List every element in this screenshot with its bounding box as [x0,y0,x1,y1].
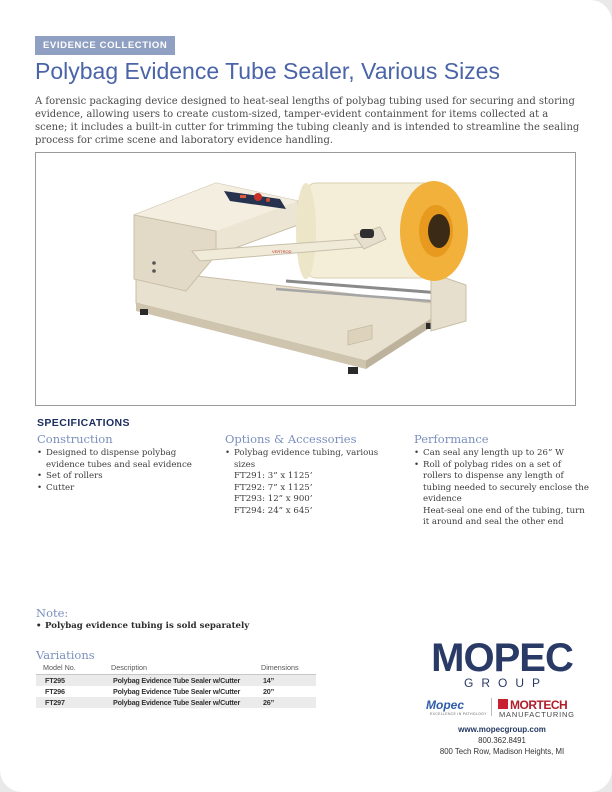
mortech-mark-icon [498,699,508,709]
brand-row [426,698,586,718]
description-cell: Polybag Evidence Tube Sealer w/Cutter [113,686,241,696]
foot-front [348,367,358,374]
performance-title: Performance [414,432,489,446]
foot-left [140,309,148,315]
dimension-cell: 20” [263,686,274,696]
arm-label: VERTROD [272,249,292,254]
product-photo [35,152,576,406]
arm-handle [360,229,374,238]
table-row [36,686,316,697]
specifications-heading: SPECIFICATIONS [37,417,130,429]
column-header: Model No. [36,662,104,675]
website-link[interactable]: www.mopecgroup.com [458,725,546,734]
variations-title: Variations [36,648,95,662]
list-item: • Designed to dispense polybag evidence tubes and seal evidence [37,448,212,471]
roll-core [428,214,450,248]
size-option: FT293: 12” x 900’ [234,494,313,504]
tube-sealer-illustration [36,153,575,405]
brand-divider [491,698,492,716]
model-cell: FT295 [36,675,104,686]
control-knob [254,193,262,201]
mopec-brand-logo: Mopec [426,698,465,712]
address: 800 Tech Row, Madison Heights, MI [439,747,565,756]
mortech-brand-logo: MORTECH [510,698,568,712]
variations-table [36,662,316,708]
note-text: • Polybag evidence tubing is sold separately [36,621,249,631]
list-item: • Can seal any length up to 26” W [414,448,589,460]
construction-title: Construction [37,432,113,446]
phone-number: 800.362.8491 [478,736,526,745]
options-title: Options & Accessories [225,432,357,446]
mortech-brand-tagline: MANUFACTURING [499,710,575,719]
model-cell: FT297 [36,697,104,708]
roller-support [431,273,466,331]
spec-performance [414,432,589,529]
description-cell: Polybag Evidence Tube Sealer w/Cutter [104,675,254,686]
category-tag: EVIDENCE COLLECTION [35,36,175,55]
mopec-group-logo [418,636,586,690]
performance-extra: Heat-seal one end of the tubing, turn it around and seal the other end [423,505,585,527]
spec-options [225,432,400,517]
logo-mopec-text: MOPEC [431,636,573,680]
product-description: A forensic packaging device designed to heat-seal lengths of polybag tubing used for securing and storing evidence, allowing users to create custom-sized, tamper-evident containment for items collected at a scene; it includes a built-in cutter for trimming the tubing cleanly and is intended to streamline the sealing process for crime scene and laboratory evidence handling. [35,96,580,146]
model-cell: FT296 [45,686,65,696]
page-title: Polybag Evidence Tube Sealer, Various Sizes [35,58,500,84]
logo-group-text: GROUP [463,676,548,690]
note-title: Note: [36,606,69,620]
spec-construction [37,432,212,494]
table-row [36,697,316,708]
list-item: • Roll of polybag rides on a set of rollers to dispense any length of tubing needed to securely enclose the evidence [414,460,589,506]
list-item: • Cutter [37,483,212,495]
column-header: Dimensions [254,662,316,675]
list-item: • Polybag evidence tubing, various sizes [225,448,400,471]
list-item: • Set of rollers [37,471,212,483]
column-header: Description [104,662,254,675]
table-row [36,675,316,686]
contact-block [418,724,586,757]
description-cell: Polybag Evidence Tube Sealer w/Cutter [104,697,254,708]
size-option: FT291: 3” x 1125’ [234,471,313,481]
table-header-row [36,662,316,675]
dimension-cell: 26” [254,697,316,708]
dimension-cell: 14” [254,675,316,686]
mopec-brand-tagline: EXCELLENCE IN PATHOLOGY [430,712,487,716]
size-option: FT292: 7” x 1125’ [234,482,313,493]
size-option: FT294: 24” x 645’ [234,505,313,516]
